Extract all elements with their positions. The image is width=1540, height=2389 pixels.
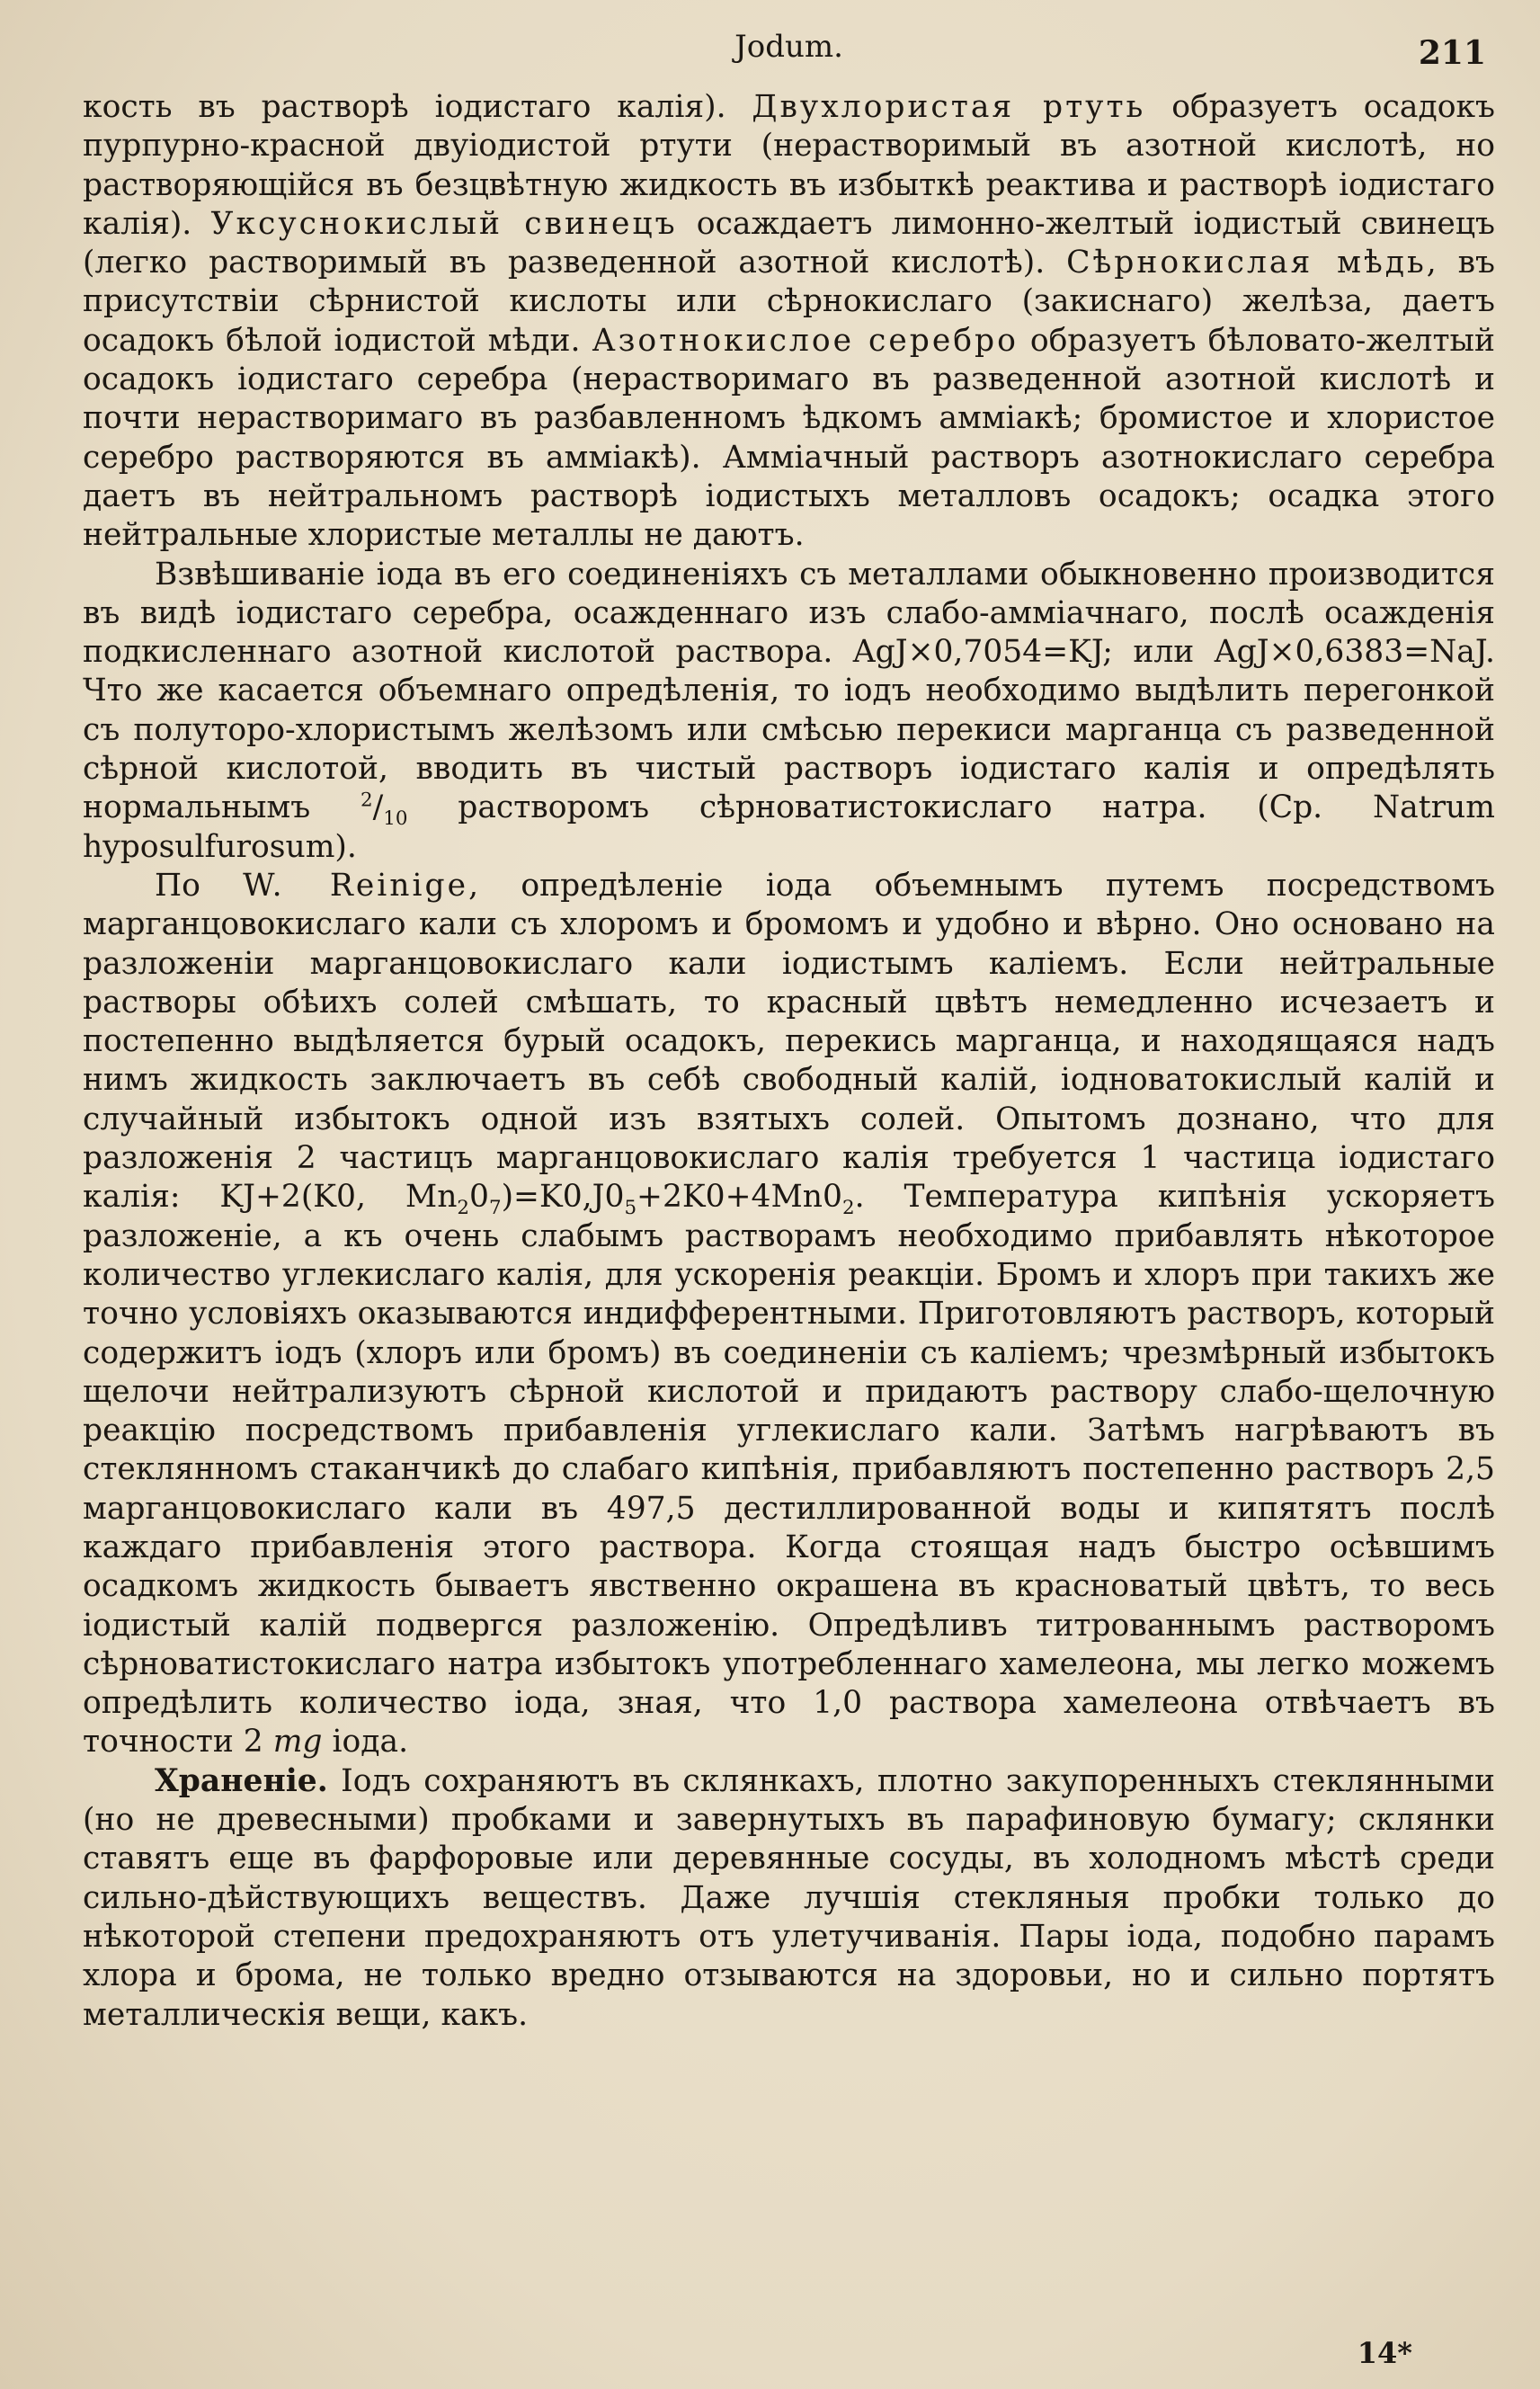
text-run: , въ присутствіи сѣрнистой кислоты или сѣрнокислаго (закиснаго) желѣза, даетъ осадокъ бѣлой іодистой мѣди. (83, 245, 1496, 359)
text-run: 0 (469, 1179, 489, 1216)
reagent-term: Двухлористая ртуть (752, 89, 1146, 125)
text-run: , опредѣленіе іода объемнымъ путемъ посредствомъ марганцовокислаго кали съ хлоромъ и бромомъ и удобно и вѣрно. Оно основано на разложеніи марганцовокислаго кали іодистымъ каліемъ. Если нейтральные растворы обѣихъ солей смѣшать, то красный цвѣтъ немедленно исчезаетъ и постепенно выдѣляется бурый осадокъ, перекись марганца, и находящаяся надъ нимъ жидкость заключаетъ въ себѣ свободный калій, іодноватокислый калій и случайный избытокъ одной изъ взятыхъ солей. Опытомъ дознано, что для разложенія 2 частицъ марганцовокислаго калія требуется 1 частица іодистаго калія: KJ+2(K0, Mn (83, 867, 1496, 1216)
text-run: образуетъ бѣловато-желтый осадокъ іодистаго серебра (нерастворимаго въ разведенной азотной кислотѣ и почти нерастворимаго въ разбавленномъ ѣдкомъ амміакѣ; бромистое и хлористое серебро растворяются въ амміакѣ). Амміачный растворъ азотнокислаго серебра даетъ въ нейтральномъ растворѣ іодистыхъ металловъ осадокъ; осадка этого нейтральные хлористые металлы не даютъ. (83, 322, 1495, 554)
text-run: кость въ растворѣ іодистаго калія). (83, 89, 752, 125)
paragraph-weighing (83, 556, 1495, 867)
text-run: Взвѣшиваніе іода въ его соединеніяхъ съ металлами обыкновенно производится въ видѣ іодистаго серебра, осажденнаго изъ слабо-амміачнаго, послѣ осажденія подкисленнаго азотной кислотой раствора. AgJ×0,7054=KJ; или AgJ×0,6383=NaJ. Что же касается объемнаго опредѣленія, то іодъ необходимо выдѣлить перегонкой съ полуторо-хлористымъ желѣзомъ или смѣсью перекиси марганца съ разведенной сѣрной кислотой, вводить въ чистый растворъ іодистаго калія и опредѣлять нормальнымъ (83, 556, 1495, 826)
text-run: +2K0+4Mn0 (636, 1179, 842, 1216)
fraction-numerator: 2 (361, 789, 373, 812)
running-title: Jodum. (734, 29, 843, 65)
text-run: . Температура кипѣнія ускоряетъ разложеніе, а къ очень слабымъ растворамъ необходимо прибавлять нѣкоторое количество углекислаго калія, для ускоренія реакціи. Бромъ и хлоръ при такихъ же точно условіяхъ оказываются индифферентными. Приготовляютъ растворъ, который содержитъ іодъ (хлоръ или бромъ) въ соединеніи съ каліемъ; чрезмѣрный избытокъ щелочи нейтрализуютъ сѣрной кислотой и придаютъ раствору слабо-щелочную реакцію посредствомъ прибавленія углекислаго кали. Затѣмъ нагрѣваютъ въ стеклянномъ стаканчикѣ до слабаго кипѣнія, прибавляютъ постепенно растворъ 2,5 марганцовокислаго кали въ 497,5 дестиллированной воды и кипятятъ послѣ каждаго прибавленія этого раствора. Когда стоящая надъ быстро осѣвшимъ осадкомъ жидкость бываетъ явственно окрашена въ красноватый цвѣтъ, то весь іодистый калій подвергся разложенію. Опредѣливъ титрованнымъ растворомъ сѣрноватистокислаго натра избытокъ употребленнаго хамелеона, мы легко можемъ опредѣлить количество іода, зная, что 1,0 раствора хамелеона отвѣчаетъ въ точности 2 (83, 1179, 1496, 1761)
text-run: осаждаетъ лимонно-желтый іодистый свинецъ (легко растворимый въ разведенной азотной кислотѣ). (83, 205, 1495, 281)
text-run: )=K0,J0 (501, 1179, 625, 1216)
fraction-slash: / (372, 789, 384, 826)
text-run: образуетъ осадокъ пурпурно-красной двуіодистой ртути (нерастворимый въ азотной кислотѣ, но растворяющійся въ безцвѣтную жидкость въ избыткѣ реактива и растворѣ іодистаго калія). (83, 89, 1495, 242)
signature-mark: 14* (1357, 2336, 1412, 2370)
text-run: іода. (322, 1724, 409, 1761)
subscript: 5 (624, 1197, 637, 1220)
reagent-term: Уксуснокислый свинецъ (210, 205, 678, 242)
subscript: 7 (488, 1197, 502, 1220)
page-body (83, 88, 1495, 2035)
page-number: 211 (1418, 34, 1486, 72)
text-run: Іодъ сохраняютъ въ склянкахъ, плотно закупоренныхъ стеклянными (но не древесными) пробками и завернутыхъ въ парафиновую бумагу; склянки ставятъ еще въ фарфоровые или деревянные сосуды, въ холодномъ мѣстѣ среди сильно-дѣйствующихъ веществъ. Даже лучшія стекляныя пробки только до нѣкоторой степени предохраняютъ отъ улетучиванія. Пары іода, подобно парамъ хлора и брома, не только вредно отзываются на здоровьи, но и сильно портятъ металлическія вещи, какъ. (83, 1762, 1495, 2033)
paragraph-reinige-method (83, 867, 1495, 1762)
unit-mg: mg (272, 1724, 323, 1761)
text-run: По (155, 867, 244, 904)
reagent-term: Азотнокислое серебро (592, 322, 1019, 359)
subscript: 2 (841, 1197, 855, 1220)
running-head (83, 23, 1495, 77)
paragraph-reactions (83, 88, 1495, 556)
section-heading: Храненіе. (155, 1762, 328, 1799)
author-name: W. Reinige (243, 867, 469, 904)
subscript: 2 (457, 1197, 470, 1220)
paragraph-storage (83, 1762, 1495, 2035)
reagent-term: Сѣрнокислая мѣдь (1066, 245, 1427, 281)
text-run: растворомъ сѣрноватистокислаго натра. (Cp. Natrum hyposulfurosum). (83, 789, 1495, 865)
fraction-denominator: 10 (383, 807, 408, 831)
